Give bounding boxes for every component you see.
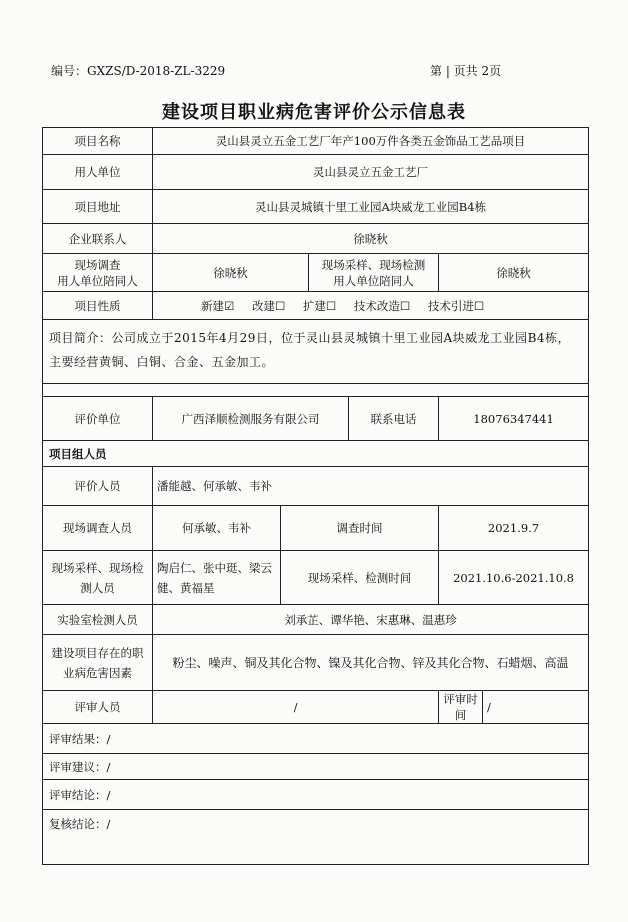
contact-label: 企业联系人 (43, 224, 153, 254)
accompany-survey-label-line1: 现场调查 (74, 257, 121, 272)
phone-label: 联系电话 (349, 397, 439, 441)
row-lab (43, 605, 589, 635)
page-title: 建设项目职业病危害评价公示信息表 (162, 102, 466, 123)
address-label: 项目地址 (43, 190, 153, 224)
reviewers-label: 评审人员 (43, 691, 153, 724)
evaluators-value: 潘能越、何承敏、韦补 (153, 467, 589, 506)
nature-options (153, 292, 589, 320)
accompany-sampling-label-line2: 用人单位陪同人 (333, 273, 414, 288)
row-spacer (43, 384, 589, 397)
row-evaluator (43, 397, 589, 441)
project-intro: 项目简介：公司成立于2015年4月29日，位于灵山县灵城镇十里工业园A块威龙工业园B4栋，主要经营黄铜、白铜、合金、五金加工。 (43, 320, 589, 384)
accompany-sampling-label-line1: 现场采样、现场检测 (321, 257, 426, 272)
lab-label: 实验室检测人员 (43, 605, 153, 635)
row-hazards (43, 635, 589, 691)
hazards-label: 建设项目存在的职业病危害因素 (43, 635, 153, 691)
row-survey (43, 506, 589, 551)
row-address (43, 190, 589, 224)
nature-option-expand: 扩建☐ (302, 298, 337, 313)
survey-time-label: 调查时间 (281, 506, 439, 551)
page-indicator: 第 | 页共 2页 (430, 64, 502, 78)
sampling-label: 现场采样、现场检测人员 (43, 551, 153, 605)
employer-value: 灵山县灵立五金工艺厂 (153, 155, 589, 190)
nature-option-rebuild: 改建☐ (251, 298, 286, 313)
evaluator-label: 评价单位 (43, 397, 153, 441)
sampling-time-value: 2021.10.6-2021.10.8 (439, 551, 589, 605)
survey-time-value: 2021.9.7 (439, 506, 589, 551)
review-time-label: 评审时间 (439, 691, 483, 724)
review-advice: 评审建议：/ (43, 754, 589, 780)
lab-value: 刘承芷、谭华艳、宋惠琳、温惠珍 (153, 605, 589, 635)
accompany-survey-label-line2: 用人单位陪同人 (57, 273, 138, 288)
row-review-conclusion (43, 780, 589, 810)
employer-label: 用人单位 (43, 155, 153, 190)
review-conclusion: 评审结论：/ (43, 780, 589, 810)
document-number: 编号：GXZS/D-2018-ZL-3229 (51, 64, 226, 78)
address-value: 灵山县灵城镇十里工业园A块威龙工业园B4栋 (153, 190, 589, 224)
hazards-value: 粉尘、噪声、铜及其化合物、镍及其化合物、锌及其化合物、石蜡烟、高温 (153, 635, 589, 691)
row-recheck-conclusion (43, 810, 589, 865)
phone-value: 18076347441 (439, 397, 589, 441)
row-review-result (43, 724, 589, 754)
sampling-time-label: 现场采样、检测时间 (281, 551, 439, 605)
evaluators-label: 评价人员 (43, 467, 153, 506)
row-project-name (43, 128, 589, 155)
reviewers-value: / (153, 691, 439, 724)
survey-label: 现场调查人员 (43, 506, 153, 551)
spacer-cell (43, 384, 589, 397)
recheck-conclusion: 复核结论：/ (43, 810, 589, 865)
row-accompany (43, 254, 589, 292)
survey-value: 何承敏、韦补 (153, 506, 281, 551)
row-review-advice (43, 754, 589, 780)
nature-option-tech-reform: 技术改造☐ (353, 298, 411, 313)
team-header: 项目组人员 (43, 441, 589, 467)
sampling-value: 陶启仁、张中珽、梁云健、黄福星 (153, 551, 281, 605)
nature-option-new: 新建☑ (201, 298, 235, 313)
review-time-value: / (483, 691, 589, 724)
evaluator-value: 广西泽顺检测服务有限公司 (153, 397, 349, 441)
review-result: 评审结果：/ (43, 724, 589, 754)
nature-option-tech-import: 技术引进☐ (427, 298, 485, 313)
row-employer (43, 155, 589, 190)
row-intro (43, 320, 589, 384)
accompany-survey-label (43, 254, 153, 292)
project-name-label: 项目名称 (43, 128, 153, 155)
row-nature (43, 292, 589, 320)
row-sampling (43, 551, 589, 605)
nature-label: 项目性质 (43, 292, 153, 320)
project-name-value: 灵山县灵立五金工艺厂年产100万件各类五金饰品工艺品项目 (153, 128, 589, 155)
row-contact (43, 224, 589, 254)
accompany-sampling-label (309, 254, 439, 292)
row-evaluators (43, 467, 589, 506)
accompany-sampling-value: 徐晓秋 (439, 254, 589, 292)
info-table (42, 127, 589, 865)
row-reviewers (43, 691, 589, 724)
row-team-header (43, 441, 589, 467)
accompany-survey-value: 徐晓秋 (153, 254, 309, 292)
contact-value: 徐晓秋 (153, 224, 589, 254)
